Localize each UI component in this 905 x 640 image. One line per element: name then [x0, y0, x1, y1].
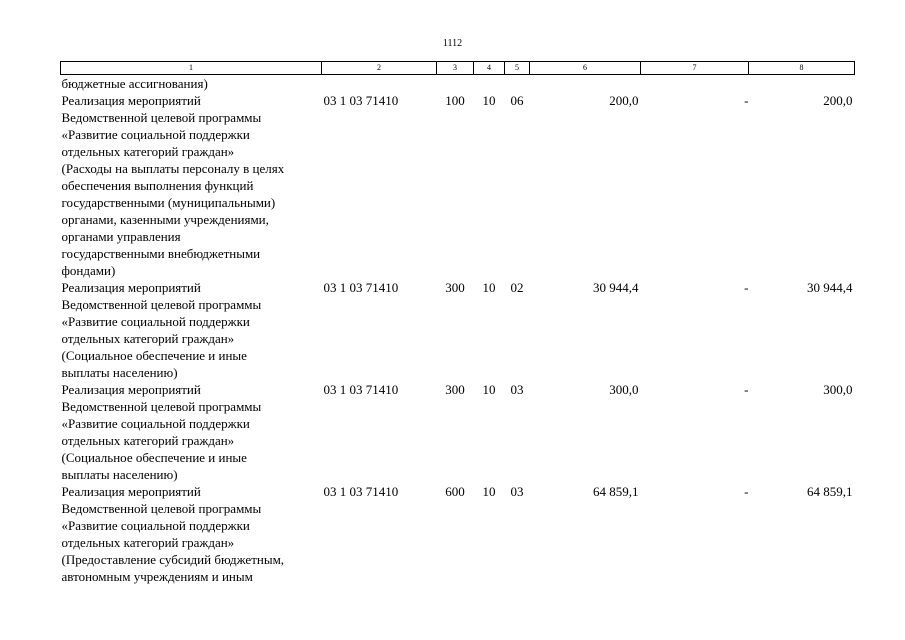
description-line: Ведомственной целевой программы: [61, 501, 262, 516]
row-col-5: 03: [510, 382, 524, 397]
description-line: Реализация мероприятий: [61, 280, 201, 295]
description-line: Ведомственной целевой программы: [61, 399, 262, 414]
description-line: «Развитие социальной поддержки: [61, 127, 250, 142]
description-line: обеспечения выполнения функций: [61, 178, 254, 193]
row-col-5: 06: [510, 93, 524, 108]
row-code: 03 1 03 71410: [323, 93, 399, 108]
description-line: отдельных категорий граждан»: [61, 144, 235, 159]
header-col-7: 7: [641, 62, 749, 75]
row-code: 03 1 03 71410: [323, 484, 399, 499]
header-col-2: 2: [322, 62, 437, 75]
header-col-1: 1: [61, 62, 322, 75]
description-line: государственными (муниципальными): [61, 195, 276, 210]
description-line: Реализация мероприятий: [61, 382, 201, 397]
header-col-8: 8: [749, 62, 855, 75]
description-line: «Развитие социальной поддержки: [61, 416, 250, 431]
row-col-3: 300: [445, 280, 465, 295]
description-line: фондами): [61, 263, 116, 278]
description-line: «Развитие социальной поддержки: [61, 518, 250, 533]
row-col-6: 30 944,4: [593, 280, 639, 295]
header-col-5: 5: [505, 62, 530, 75]
description-line: Ведомственной целевой программы: [61, 297, 262, 312]
row-col-3: 100: [445, 93, 465, 108]
row-col-4: 10: [482, 484, 496, 499]
row-col-7: -: [744, 382, 749, 397]
description-line: (Социальное обеспечение и иные: [61, 348, 247, 363]
description-line: отдельных категорий граждан»: [61, 433, 235, 448]
header-col-6: 6: [530, 62, 641, 75]
row-col-5: 02: [510, 280, 524, 295]
row-col-6: 64 859,1: [593, 484, 639, 499]
continuation-text: бюджетные ассигнования): [61, 76, 208, 91]
header-col-4: 4: [474, 62, 505, 75]
description-line: выплаты населению): [61, 467, 178, 482]
description-line: органами управления: [61, 229, 181, 244]
table-row: [61, 483, 855, 585]
row-description: [61, 279, 322, 381]
description-line: органами, казенными учреждениями,: [61, 212, 269, 227]
row-col-6: 300,0: [609, 382, 639, 397]
description-line: (Социальное обеспечение и иные: [61, 450, 247, 465]
row-col-4: 10: [482, 280, 496, 295]
description-line: «Развитие социальной поддержки: [61, 314, 250, 329]
description-line: государственными внебюджетными: [61, 246, 261, 261]
table-row: [61, 381, 855, 483]
budget-table: [60, 61, 855, 585]
description-line: Реализация мероприятий: [61, 484, 201, 499]
row-col-5: 03: [510, 484, 524, 499]
row-col-7: -: [744, 280, 749, 295]
description-line: отдельных категорий граждан»: [61, 535, 235, 550]
row-code: 03 1 03 71410: [323, 280, 399, 295]
description-line: выплаты населению): [61, 365, 178, 380]
table-row: [61, 92, 855, 279]
row-col-6: 200,0: [609, 93, 639, 108]
description-line: (Расходы на выплаты персоналу в целях: [61, 161, 285, 176]
description-line: Реализация мероприятий: [61, 93, 201, 108]
description-line: (Предоставление субсидий бюджетным,: [61, 552, 285, 567]
row-description: [61, 381, 322, 483]
row-col-8: 300,0: [823, 382, 853, 397]
table-row: [61, 279, 855, 381]
row-col-8: 200,0: [823, 93, 853, 108]
row-col-7: -: [744, 93, 749, 108]
row-description: [61, 92, 322, 279]
row-col-8: 64 859,1: [807, 484, 853, 499]
row-col-7: -: [744, 484, 749, 499]
row-description: [61, 483, 322, 585]
continuation-row: [61, 75, 855, 93]
description-line: автономным учреждениям и иным: [61, 569, 253, 584]
row-code: 03 1 03 71410: [323, 382, 399, 397]
description-line: Ведомственной целевой программы: [61, 110, 262, 125]
row-col-4: 10: [482, 382, 496, 397]
header-col-3: 3: [437, 62, 474, 75]
page-number: 1112: [442, 38, 463, 49]
description-line: отдельных категорий граждан»: [61, 331, 235, 346]
row-col-8: 30 944,4: [807, 280, 853, 295]
row-col-3: 600: [445, 484, 465, 499]
table-header-row: [61, 62, 855, 75]
row-col-3: 300: [445, 382, 465, 397]
row-col-4: 10: [482, 93, 496, 108]
